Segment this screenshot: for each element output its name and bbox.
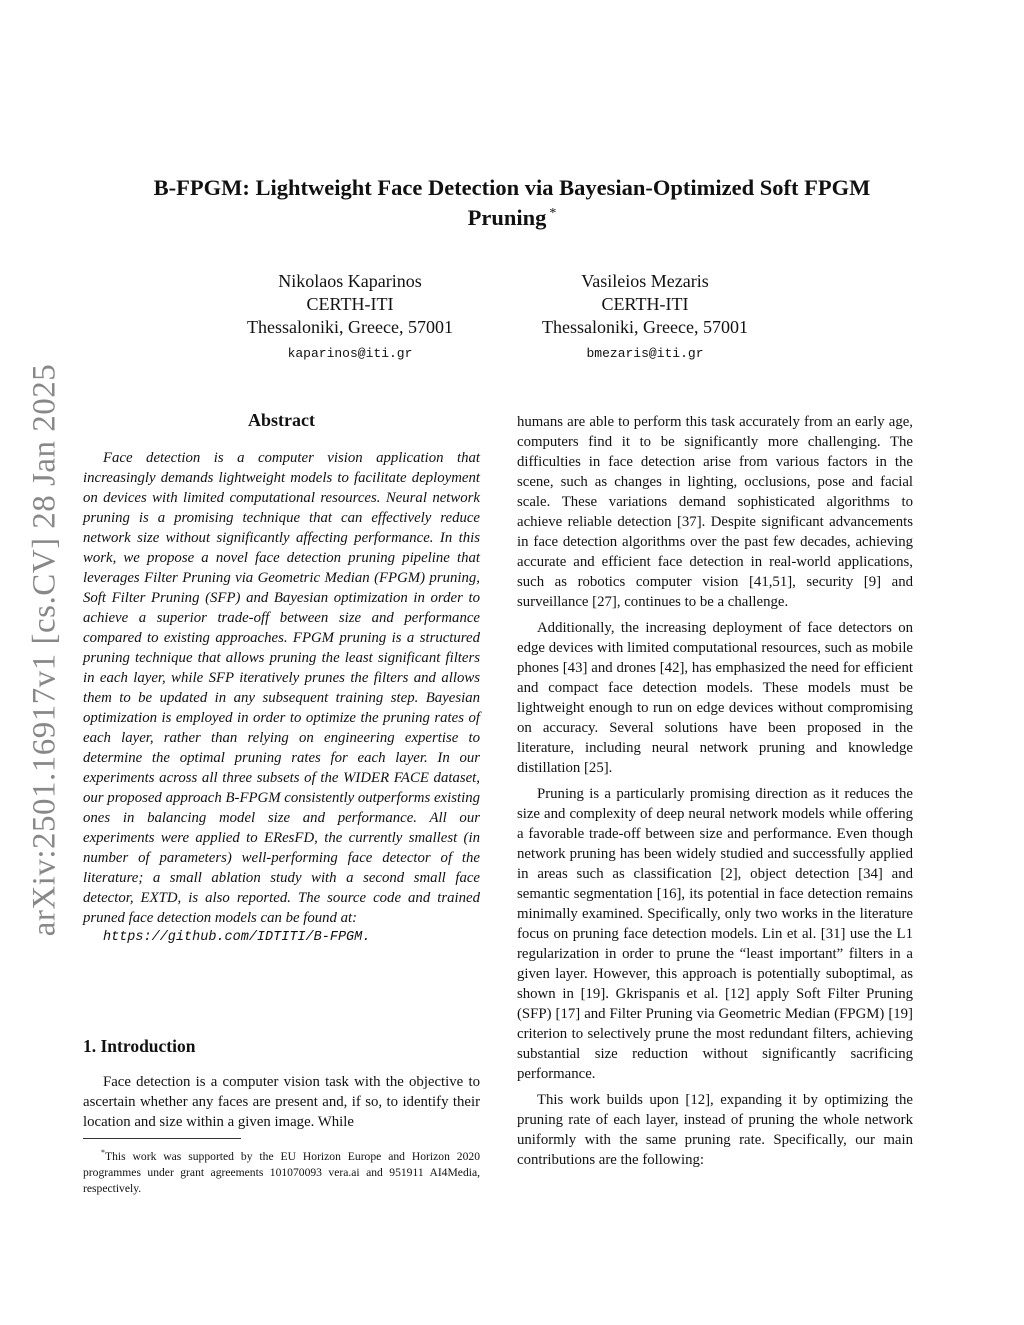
author-block-2 [505,270,785,363]
introduction-heading: 1. Introduction [83,1036,196,1056]
author-block-1 [210,270,490,363]
title-line-2-text: Pruning [467,205,547,230]
introduction-paragraph-1-start: Face detection is a computer vision task with the objective to ascertain whether any faces are present and, if so, to identify their location and size within a given image. While [83,1074,480,1130]
author-name: Vasileios Mezaris [581,271,709,291]
title-footnote-marker: * [549,205,557,221]
footnote [83,1138,480,1197]
introduction-paragraph-3: Pruning is a particularly promising direction as it reduces the size and complexity of deep neural network models while offering a favorable trade-off between size and performance. Even though network pruning has been widely studied and successfully applied in areas such as classification [2], object detection [34] and semantic segmentation [16], its potential in face detection remains minimally examined. Specifically, only two works in the literature focus on pruning face detection models. Lin et al. [31] use the L1 regularization in order to prune the “least important” filters in a given layer. However, this approach is potentially suboptimal, as shown in [19]. Gkrispanis et al. [12] apply Soft Filter Pruning (SFP) [17] and Filter Pruning via Geometric Median (FPGM) [19] criterion to selectively prune the most redundant filters, achieving substantial size reduction without significantly sacrificing performance. [517,786,913,1082]
abstract-text: Face detection is a computer vision application that increasingly demands lightweight models to facilitate deployment on devices with limited computational resources. Neural network pruning is a promising technique that can effectively reduce network size without significantly affecting performance. In this work, we propose a novel face detection pruning pipeline that leverages Filter Pruning via Geometric Median (FPGM) pruning, Soft Filter Pruning (SFP) and Bayesian optimization in order to achieve a superior trade-off between size and performance compared to existing approaches. FPGM pruning is a structured pruning technique that allows pruning the least significant filters in each layer, while SFP iteratively prunes the filters and allows them to be updated in any subsequent training step. Bayesian optimization is employed in order to optimize the pruning rates of each layer, rather than relying on engineering expertise to determine the optimal pruning rates for each layer. In our experiments across all three subsets of the WIDER FACE dataset, our proposed approach B-FPGM consistently outperforms existing ones in balancing model size and performance. All our experiments were applied to EResFD, the currently smallest (in number of parameters) well-performing face detector of the literature; a small ablation study with a second small face detector, EXTD, is also reported. The source code and trained pruned face detection models can be found at: [83,450,480,926]
introduction-paragraph-2: Additionally, the increasing deployment of face detectors on edge devices with limited computational resources, such as mobile phones [43] and drones [42], has emphasized the need for efficient and compact face detection models. These models must be lightweight enough to run on edge devices without compromising on accuracy. Several solutions have been proposed in the literature, including neural network pruning and knowledge distillation [25]. [517,620,913,776]
author-affiliation: CERTH-ITI [306,294,394,314]
paper-title [100,173,924,233]
footnote-divider [83,1138,241,1139]
author-email: bmezaris@iti.gr [586,346,704,361]
author-location: Thessaloniki, Greece, 57001 [542,317,748,337]
left-column [83,408,480,948]
introduction-section [83,1034,480,1132]
footnote-text [83,1145,480,1197]
introduction-paragraph-4: This work builds upon [12], expanding it by optimizing the pruning rate of each layer, instead of pruning the whole network uniformly with the same pruning rate. Specifically, our main contributions are the following: [517,1092,913,1168]
author-name: Nikolaos Kaparinos [278,271,422,291]
abstract-url-text: https://github.com/IDTITI/B-FPGM [103,930,363,945]
footnote-body: This work was supported by the EU Horizon Europe and Horizon 2020 programmes under grant agreements 101070093 vera.ai and 951911 AI4Media, respectively. [83,1149,480,1195]
author-email: kaparinos@iti.gr [287,346,413,361]
author-location: Thessaloniki, Greece, 57001 [247,317,453,337]
author-affiliation: CERTH-ITI [601,294,689,314]
abstract-url-period: . [362,930,371,945]
title-line-1: B-FPGM: Lightweight Face Detection via Bayesian-Optimized Soft FPGM [153,175,871,200]
abstract-source-link[interactable] [83,928,480,948]
title-line-2 [100,203,924,233]
right-column [517,412,913,1170]
introduction-paragraph-1-continued: humans are able to perform this task accurately from an early age, computers find it to be significantly more challenging. The difficulties in face detection arise from various factors in the scene, such as changes in lighting, occlusions, pose and facial scale. These variations demand sophisticated algorithms to achieve reliable detection [37]. Despite significant advancements in face detection algorithms over the past few decades, achieving accurate and efficient face detection in real-world applications, such as robotics computer vision [41,51], security [9] and surveillance [27], continues to be a challenge. [517,414,913,610]
abstract-heading: Abstract [248,410,315,430]
abstract-body [83,448,480,948]
footnote-marker: * [101,1148,105,1157]
arxiv-identifier: arXiv:2501.16917v1 [cs.CV] 28 Jan 2025 [26,363,63,937]
